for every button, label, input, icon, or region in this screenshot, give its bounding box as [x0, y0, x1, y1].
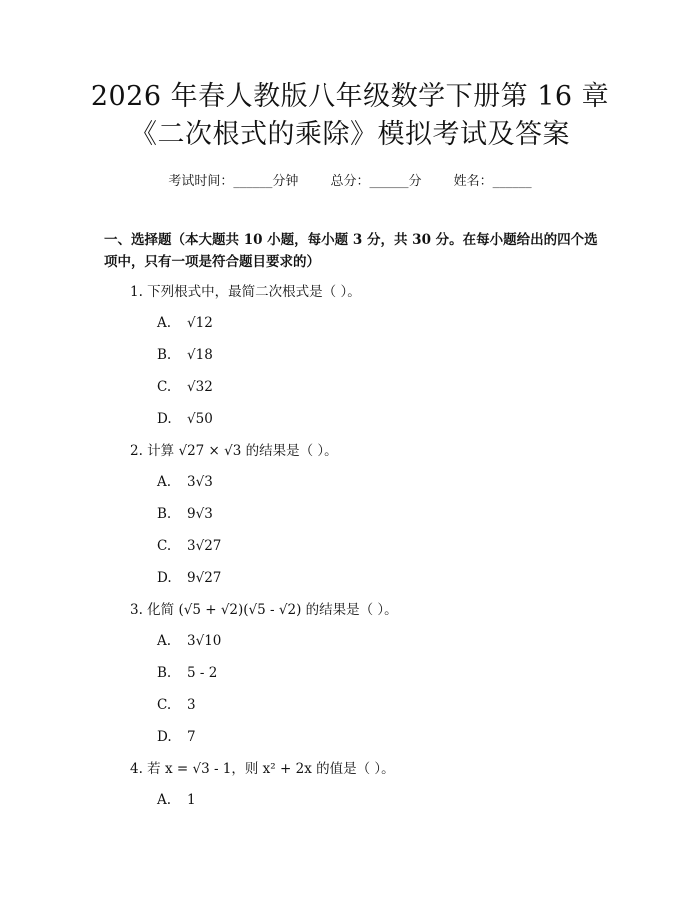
option-key: A.: [157, 792, 172, 808]
exam-meta: [0, 170, 700, 189]
option-text: 9√3: [187, 506, 213, 522]
option-key: C.: [157, 697, 172, 713]
option-text: √18: [187, 347, 213, 363]
option-text: 1: [187, 792, 196, 808]
answer-option: [157, 345, 213, 365]
option-text: 3: [187, 697, 196, 713]
exam-score: 总分：______分: [330, 174, 422, 189]
page-title: 2026 年春人教版八年级数学下册第 16 章: [90, 81, 610, 112]
option-text: 3√3: [187, 474, 213, 490]
exam-time: 考试时间：______分钟: [168, 174, 299, 189]
option-text: √32: [187, 379, 213, 395]
answer-option: [157, 313, 213, 333]
option-key: D.: [157, 729, 172, 745]
answer-option: [157, 790, 196, 810]
option-key: C.: [157, 379, 172, 395]
option-text: 5 - 2: [187, 665, 218, 681]
question-stem: 2. 计算 √27 × √3 的结果是（ ）。: [130, 443, 338, 459]
option-text: 7: [187, 729, 196, 745]
option-text: √50: [187, 411, 213, 427]
question-stem: 1. 下列根式中，最简二次根式是（ ）。: [130, 284, 361, 300]
option-key: B.: [157, 665, 172, 681]
option-text: √12: [187, 315, 213, 331]
answer-option: [157, 377, 213, 397]
exam-name: 姓名：______: [453, 174, 532, 189]
answer-option: [157, 472, 213, 492]
option-key: A.: [157, 474, 172, 490]
option-key: A.: [157, 315, 172, 331]
answer-option: [157, 631, 221, 651]
answer-option: [157, 536, 221, 556]
option-key: A.: [157, 633, 172, 649]
option-text: 3√10: [187, 633, 222, 649]
option-key: B.: [157, 506, 172, 522]
option-key: D.: [157, 411, 172, 427]
answer-option: [157, 504, 213, 524]
option-key: C.: [157, 538, 172, 554]
answer-option: [157, 727, 196, 747]
option-key: D.: [157, 570, 172, 586]
question-stem: 4. 若 x = √3 - 1，则 x² + 2x 的值是（ ）。: [130, 761, 395, 777]
question-stem: 3. 化简 (√5 + √2)(√5 - √2) 的结果是（ ）。: [130, 602, 398, 618]
option-text: 9√27: [187, 570, 222, 586]
answer-option: [157, 695, 196, 715]
answer-option: [157, 663, 217, 683]
page-subtitle: 《二次根式的乘除》模拟考试及答案: [130, 119, 570, 150]
answer-option: [157, 409, 213, 429]
option-key: B.: [157, 347, 172, 363]
section-heading: 一、选择题（本大题共 10 小题，每小题 3 分，共 30 分。在每小题给出的四个选项中，只有一项是符合题目要求的）: [104, 232, 598, 270]
answer-option: [157, 568, 221, 588]
option-text: 3√27: [187, 538, 222, 554]
